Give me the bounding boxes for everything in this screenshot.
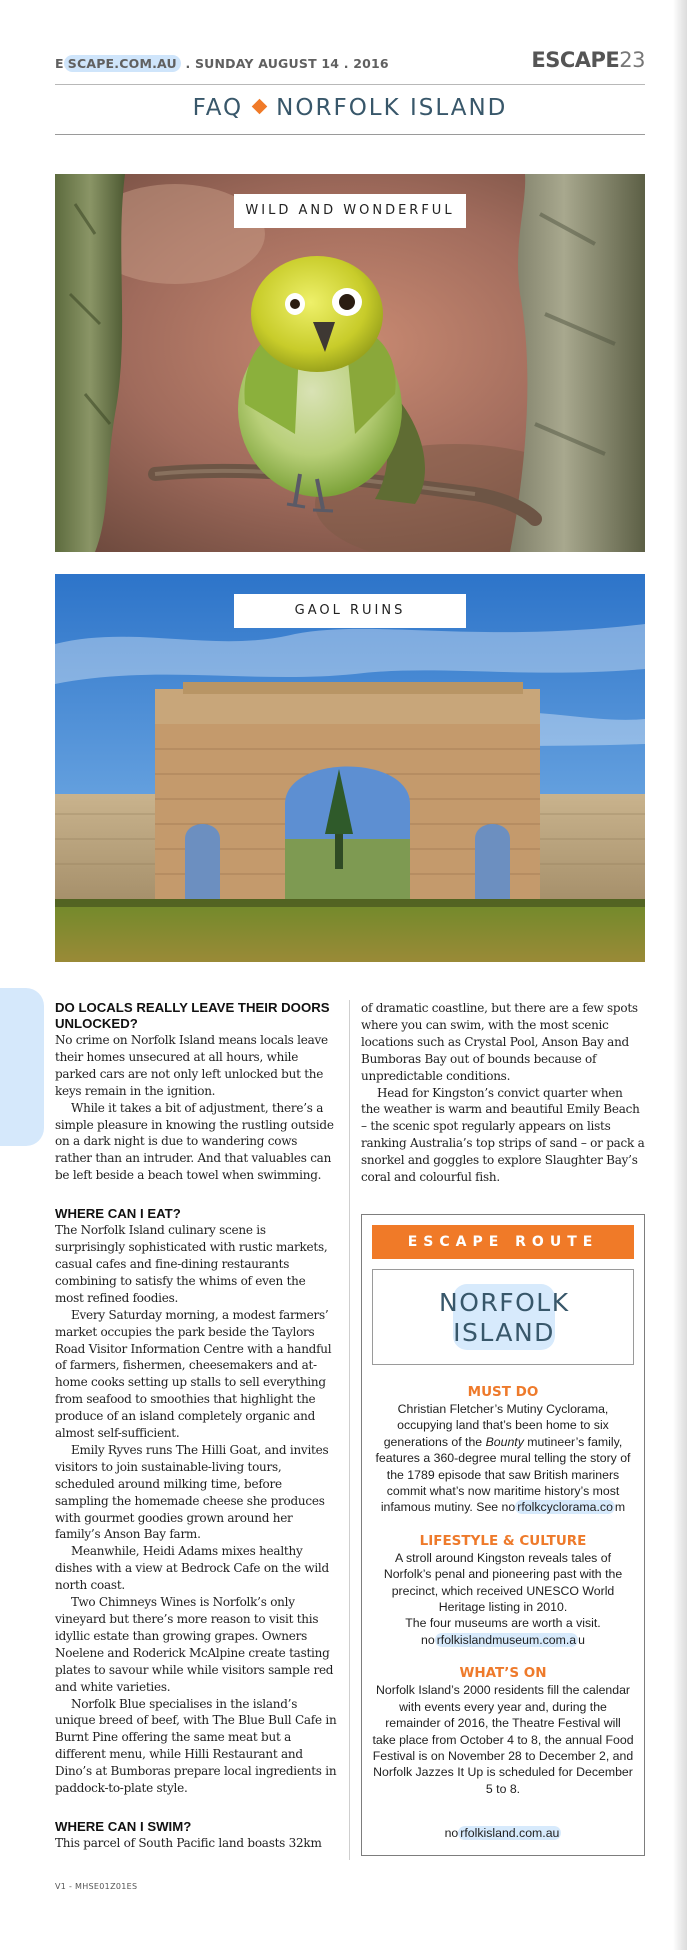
question-swim: WHERE CAN I SWIM? xyxy=(55,1818,192,1834)
paragraph: Emily Ryves runs The Hilli Goat, and invites visitors to join sustainable-living tours, scheduled around milking time, before sampling the homemade cheese she produces with gourmet goodies grown around her family’s Anson Bay farm. xyxy=(55,1442,329,1542)
page-title xyxy=(55,95,645,121)
photo-caption-1: WILD AND WONDERFUL xyxy=(234,194,466,228)
destination-frame xyxy=(372,1269,634,1365)
escape-route-banner: ESCAPE ROUTE xyxy=(372,1225,634,1259)
photo-gaol-ruins xyxy=(55,574,645,962)
site-url[interactable]: E SCAPE.COM.AU . SUNDAY AUGUST 14 . 2016 xyxy=(55,56,389,71)
masthead-rule xyxy=(55,84,645,85)
question-eat: WHERE CAN I EAT? xyxy=(55,1206,181,1222)
whats-on-text: Norfolk Island’s 2000 residents fill the calendar with events every year and, during the remainder of 2016, the Theatre Festival will take place from October 4 to 8, the annual Food Festival is on November 28 to December 2, and Norfolk Jazzes It Up is scheduled for December 5 to 8. xyxy=(372,1683,634,1796)
paragraph: of dramatic coastline, but there are a few spots where you can swim, with the most scenic locations such as Crystal Pool, Anson Bay and Bumboras Bay out of bounds because of unpredictable conditions. xyxy=(361,1001,638,1083)
answer-doors xyxy=(55,1032,337,1184)
whats-on-heading: WHAT’S ON xyxy=(459,1665,547,1682)
article-right-column xyxy=(361,1000,645,1186)
destination-name: NORFOLK ISLAND xyxy=(453,1284,555,1350)
page-tab-marker xyxy=(0,988,44,1146)
section-name: ESCAPE xyxy=(531,48,620,72)
paragraph: Every Saturday morning, a modest farmers’ market occupies the park beside the Taylors Road Visitor Information Centre with a handful of farmers, fishermen, cheesemakers and at-home cooks setting up stalls to sell everything from seafood to smoothies that highlight the produce of an island completely organic and almost self-sufficient. xyxy=(55,1307,332,1441)
article-left-column xyxy=(55,1000,337,1852)
faq-label: FAQ xyxy=(192,95,244,121)
escape-route-box xyxy=(361,1214,645,1856)
bird-illustration xyxy=(55,174,645,552)
paragraph: While it takes a bit of adjustment, there’s a simple pleasure in knowing the rustling outside on a dark night is due to wandering cows rather than an intruder. And that valuables can be left beside a beach towel when swimming. xyxy=(55,1100,334,1183)
paragraph: This parcel of South Pacific land boasts 32km xyxy=(55,1835,322,1850)
paragraph: Head for Kingston’s convict quarter when the weather is warm and beautiful Emily Beach – the scenic spot regularly appears on lists ranking Australia’s top strips of sand – or pack a snorkel and goggles to explore Slaughter Bay’s coral and colourful fish. xyxy=(361,1085,645,1185)
page-edge-shadow xyxy=(673,0,687,1950)
cyclorama-link[interactable]: rfolkcyclorama.co xyxy=(517,1500,613,1515)
museum-link[interactable]: rfolkislandmuseum.com.a xyxy=(436,1632,577,1647)
footer-code: V1 - MHSE01Z01ES xyxy=(55,1882,138,1891)
photo-caption-2: GAOL RUINS xyxy=(234,594,466,628)
page-number: 23 xyxy=(619,48,645,72)
title-rule xyxy=(55,134,645,135)
must-do-heading: MUST DO xyxy=(467,1384,539,1400)
lifestyle-text: A stroll around Kingston reveals tales of Norfolk’s penal and pioneering past with the precinct, which received UNESCO World Heritage listing in 2010. The four museums are worth a visit. no rfolkislandmuseum.com.a u xyxy=(383,1550,623,1647)
date-line: . SUNDAY AUGUST 14 . 2016 xyxy=(180,56,389,71)
paragraph: Two Chimneys Wines is Norfolk’s only vineyard but there’s more reason to visit this idyllic estate than growing grapes. Owners Noelene and Roderick McAlpine create tasting plates to savour while while visitors sample red and white varieties. xyxy=(55,1595,334,1694)
lifestyle-heading: LIFESTYLE & CULTURE xyxy=(419,1532,587,1549)
section-mark xyxy=(531,48,645,72)
gaol-illustration xyxy=(55,574,645,962)
diamond-icon xyxy=(252,99,268,115)
column-divider xyxy=(349,1000,350,1860)
destination-title: NORFOLK ISLAND xyxy=(276,95,508,121)
paragraph: No crime on Norfolk Island means locals leave their homes unsecured at all hours, while parked cars are not only left unlocked but the keys remain in the ignition. xyxy=(55,1033,328,1098)
masthead xyxy=(55,50,645,80)
answer-eat xyxy=(55,1222,337,1797)
norfolk-island-link[interactable]: no rfolkisland.com.au xyxy=(444,1826,560,1841)
paragraph: Norfolk Blue specialises in the island’s unique breed of beef, with The Blue Bull Cafe in Burnt Pine offering the same meat but a different menu, while Hilli Restaurant and Dino’s at Bumboras prepare local ingredients in paddock-to-plate style. xyxy=(55,1696,337,1796)
photo-bird xyxy=(55,174,645,552)
paragraph: The Norfolk Island culinary scene is surprisingly sophisticated with rustic markets, casual cafes and fine-dining restaurants combining to satisfy the whims of even the most refined foodies. xyxy=(55,1223,328,1305)
question-doors: DO LOCALS REALLY LEAVE THEIR DOORS UNLOCKED? xyxy=(55,1000,330,1031)
answer-swim-cont xyxy=(361,1000,645,1186)
must-do-text: Christian Fletcher’s Mutiny Cyclorama, occupying land that’s been home to six generations of the Bounty mutineer’s family, features a 360-degree mural telling the story of the 1789 episode that saw British mariners commit what’s now maritime history’s most infamous mutiny. See no rfolkcyclorama.co m xyxy=(375,1402,631,1515)
escape-route-sections xyxy=(372,1383,634,1842)
paragraph: Meanwhile, Heidi Adams mixes healthy dishes with a view at Bedrock Cafe on the wild north coast. xyxy=(55,1544,329,1593)
answer-swim-start xyxy=(55,1835,337,1852)
site-url-highlight[interactable]: SCAPE.COM.AU xyxy=(64,55,181,72)
